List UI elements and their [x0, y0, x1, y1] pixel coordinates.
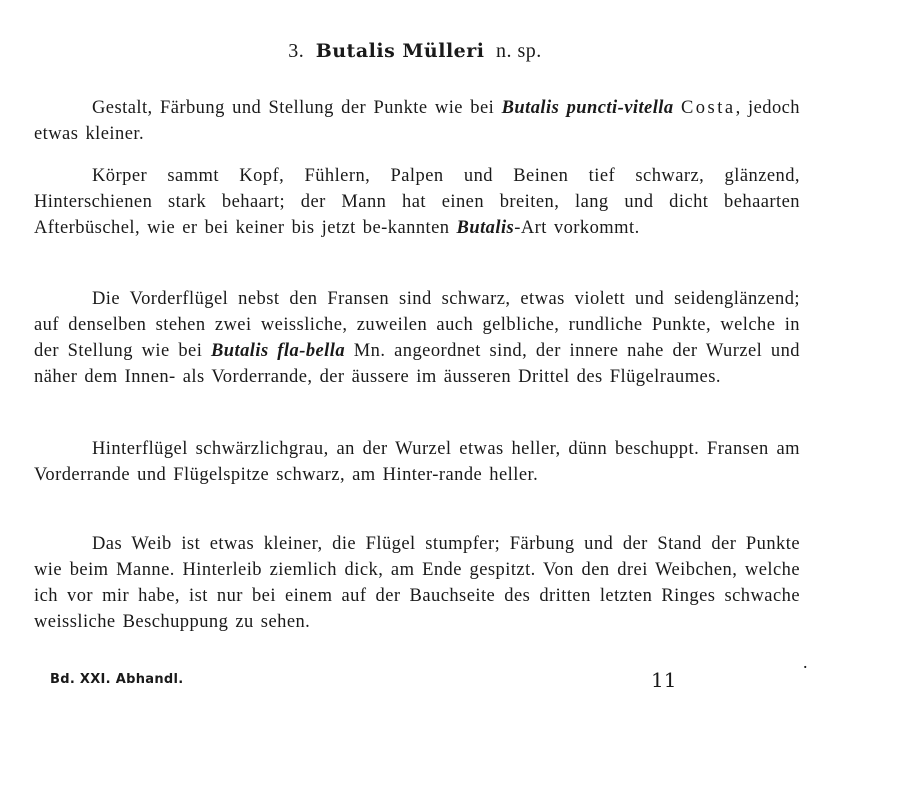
volume-footer: Bd. XXI. Abhandl. [50, 672, 184, 687]
paragraph-female [34, 531, 800, 635]
paragraph-hindwing [34, 436, 800, 488]
paragraph-text: Das Weib ist etwas kleiner, die Flügel stumpfer; Färbung und der Stand der Punkte wie beim Manne. Hinterleib ziemlich dick, am Ende gespitzt. Von den drei Weibchen, welche ich vor mir habe, ist nur bei einem auf der Bauchseite des dritten letzten Ringes schwache weissliche Beschuppung zu sehen. [34, 534, 800, 632]
species-name: Butalis fla-bella [210, 341, 346, 361]
heading-suffix: n. sp. [496, 40, 542, 62]
paragraph-text: -Art vorkommt. [514, 218, 640, 238]
paragraph-text: Körper sammt Kopf, Fühlern, Palpen und Beinen tief schwarz, glänzend, Hinterschienen stark behaart; der Mann hat einen breiten, lang und dicht behaarten Afterbüschel, wie er bei keiner bis jetzt be-kannten [34, 166, 800, 238]
paragraph-text: Gestalt, Färbung und Stellung der Punkte wie bei [92, 98, 502, 118]
paragraph-form [34, 95, 800, 147]
paragraph-text: Mn. angeordnet sind, der innere nahe der Wurzel und näher dem Innen- als Vorderrande, der äussere im äusseren Drittel des Flügelraumes. [34, 341, 801, 387]
paragraph-forewing [34, 286, 800, 390]
paragraph-text: , jedoch etwas kleiner. [34, 98, 801, 144]
section-heading [0, 40, 830, 63]
heading-species: Butalis Mülleri [315, 40, 485, 62]
author-name: Costa [680, 98, 736, 118]
paragraph-text: Hinterflügel schwärzlichgrau, an der Wurzel etwas heller, dünn beschuppt. Fransen am Vorderrande und Flügelspitze schwarz, am Hinter-rande heller. [34, 439, 800, 485]
species-name: Butalis puncti-vitella [501, 98, 674, 118]
paragraph-body [34, 163, 800, 241]
signature-mark: 11 [651, 668, 677, 692]
heading-number: 3. [288, 40, 305, 62]
ink-dot: . [803, 652, 808, 672]
genus-name: Butalis [456, 218, 515, 238]
paragraph-text: Die Vorderflügel nebst den Fransen sind schwarz, etwas violett und seidenglänzend; auf denselben stehen zwei weissliche, zuweilen auch gelbliche, rundliche Punkte, welche in der Stellung wie bei [34, 289, 800, 361]
